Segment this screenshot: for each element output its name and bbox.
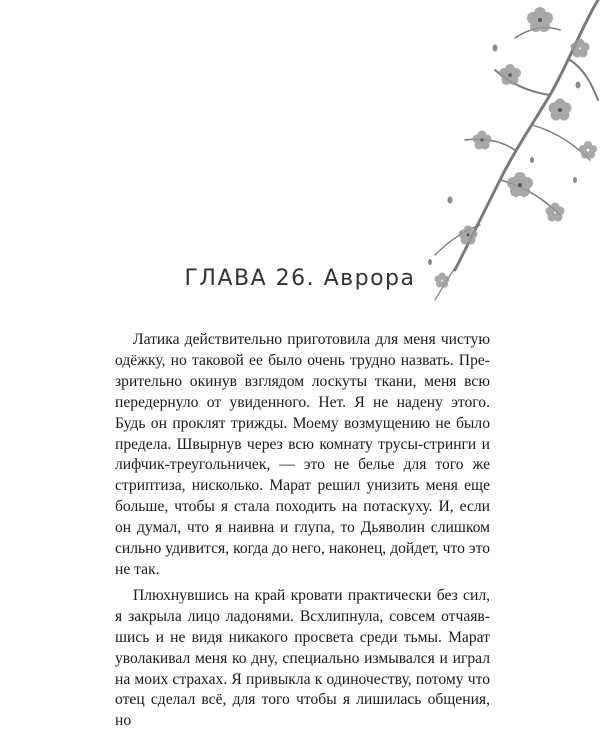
paragraph: Латика действительно приготовила для меня чистую одёжку, но таковой ее было очень трудно назвать. Презрительно окинув взглядом лоскуты ткани, меня всю передернуло от увиденного. Нет. Я не надену этого. Будь он проклят трижды. Моему возмущению не было предела. Швырнув через всю комнату трусы-стринги и лифчик-треугольничек, — это не белье для того же стриптиза, нисколько. Марат решил унизить меня еще больше, чтобы я стала походить на потаскуху. И, если он думал, что я наивна и глупа, то Дьяволин слишком сильно удивится, когда до него, наконец, дойдет, что это не так.	[115, 331, 490, 578]
chapter-title: ГЛАВА 26. Аврора	[184, 266, 416, 291]
paragraph: Плюхнувшись на край кровати практически без сил, я закрыла лицо ладонями. Всхлипнула, совсем отчаявшись и не видя никакого просвета среди тьмы. Марат уволакивал меня ко дну, специально измывался и играл на моих страхах. Я привыкла к одиночеству, потому что отец сделал всё, для того чтобы я лишилась общения, но	[115, 586, 490, 730]
cherry-blossom-branch-illustration	[420, 0, 600, 310]
chapter-body	[115, 330, 490, 732]
